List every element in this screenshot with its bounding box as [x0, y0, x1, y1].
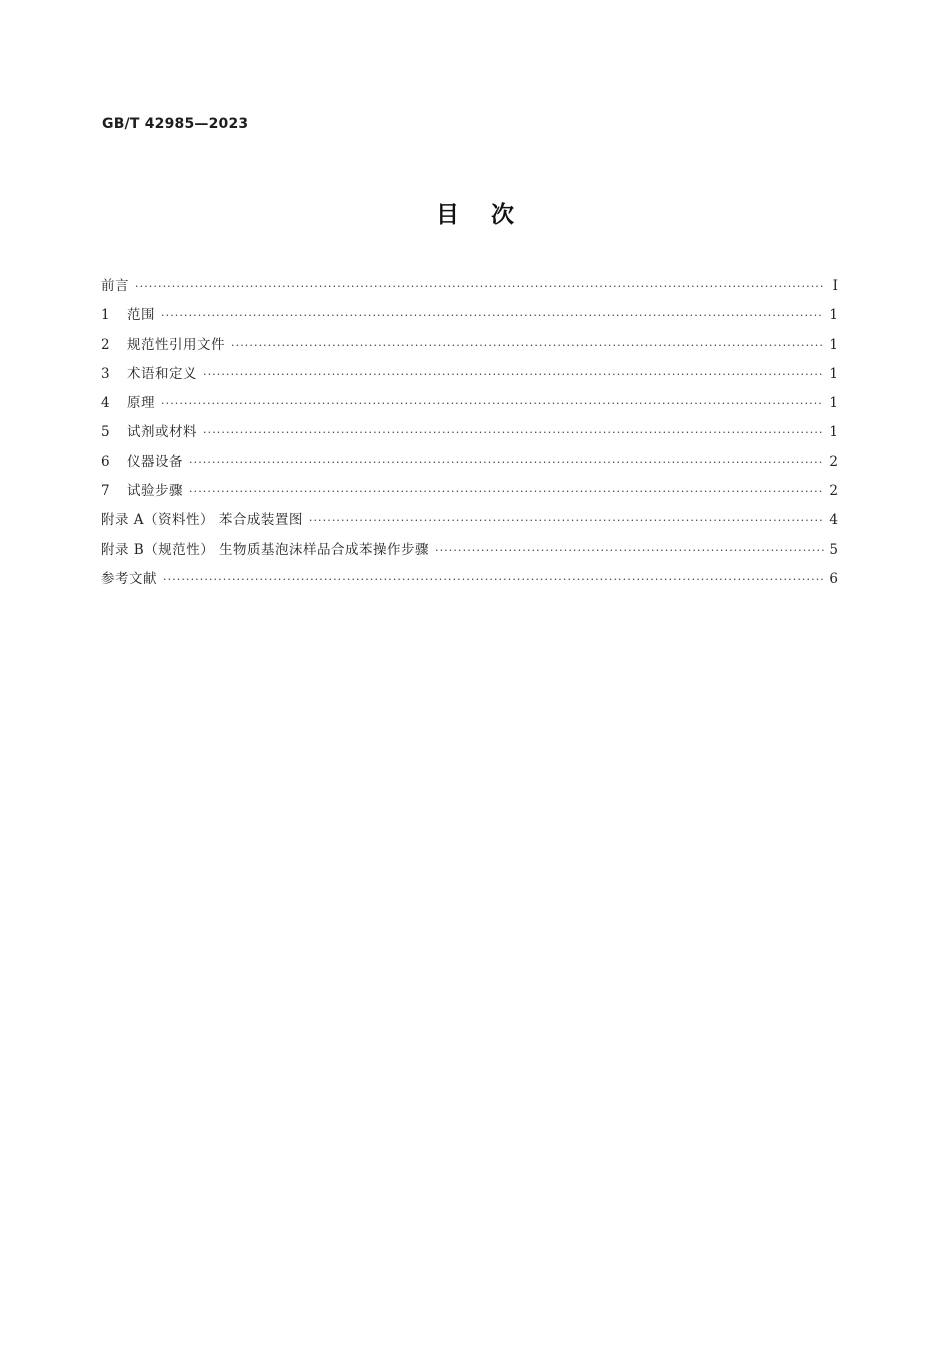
toc-page-number: 2 — [829, 483, 838, 500]
toc-entry-number: 6 — [101, 453, 110, 470]
toc-entry-label: 仪器设备 — [127, 453, 183, 470]
toc-page-number: 2 — [829, 453, 838, 470]
toc-entry-number: 7 — [101, 483, 110, 500]
toc-entry-label: 规范性引用文件 — [127, 336, 225, 353]
standard-number: GB/T 42985—2023 — [102, 116, 249, 132]
toc-page-number: 1 — [829, 395, 838, 412]
toc-entry-number: 5 — [101, 424, 110, 441]
toc-entry-foreword[interactable] — [101, 274, 838, 303]
toc-page-number: 6 — [829, 570, 838, 587]
toc-leader-dots — [231, 339, 824, 352]
toc-leader-dots — [163, 573, 824, 586]
toc-entry-number: 4 — [101, 395, 110, 412]
toc-page-number: 1 — [829, 424, 838, 441]
toc-leader-dots — [135, 280, 824, 293]
toc-entry-normative-references[interactable] — [101, 333, 838, 362]
toc-entry-annex-a[interactable] — [101, 508, 838, 537]
toc-leader-dots — [189, 485, 824, 498]
toc-list — [101, 274, 838, 596]
toc-entry-label: 原理 — [127, 395, 155, 412]
toc-entry-terms-definitions[interactable] — [101, 362, 838, 391]
toc-leader-dots — [189, 456, 824, 469]
toc-leader-dots — [309, 514, 824, 527]
toc-entry-test-procedure[interactable] — [101, 479, 838, 508]
toc-leader-dots — [435, 544, 824, 557]
toc-leader-dots — [203, 426, 824, 439]
toc-page-number: 1 — [829, 336, 838, 353]
toc-page-number: 1 — [829, 365, 838, 382]
toc-page-number: I — [832, 278, 838, 294]
toc-entry-reagents[interactable] — [101, 420, 838, 449]
toc-entry-number: 2 — [101, 336, 110, 353]
toc-entry-label: 参考文献 — [101, 570, 157, 587]
toc-entry-label: 前言 — [101, 278, 129, 294]
toc-leader-dots — [161, 309, 824, 322]
toc-entry-bibliography[interactable] — [101, 567, 838, 596]
toc-page-number: 4 — [829, 512, 838, 529]
toc-entry-number: 1 — [101, 307, 110, 324]
toc-entry-scope[interactable] — [101, 303, 838, 332]
toc-entry-label: 术语和定义 — [127, 365, 197, 382]
toc-entry-number: 3 — [101, 365, 110, 382]
toc-title: 目 次 — [435, 202, 515, 228]
toc-entry-label: 附录 B（规范性） 生物质基泡沫样品合成苯操作步骤 — [101, 541, 430, 558]
toc-entry-label: 试验步骤 — [127, 483, 183, 500]
toc-entry-label: 附录 A（资料性） 苯合成装置图 — [101, 512, 303, 529]
toc-page-number: 5 — [829, 541, 838, 558]
toc-entry-principle[interactable] — [101, 391, 838, 420]
toc-page-number: 1 — [829, 307, 838, 324]
toc-leader-dots — [203, 368, 824, 381]
toc-entry-label: 试剂或材料 — [127, 424, 197, 441]
toc-entry-label: 范围 — [127, 307, 155, 324]
toc-entry-annex-b[interactable] — [101, 538, 838, 567]
toc-leader-dots — [161, 397, 824, 410]
toc-entry-apparatus[interactable] — [101, 450, 838, 479]
